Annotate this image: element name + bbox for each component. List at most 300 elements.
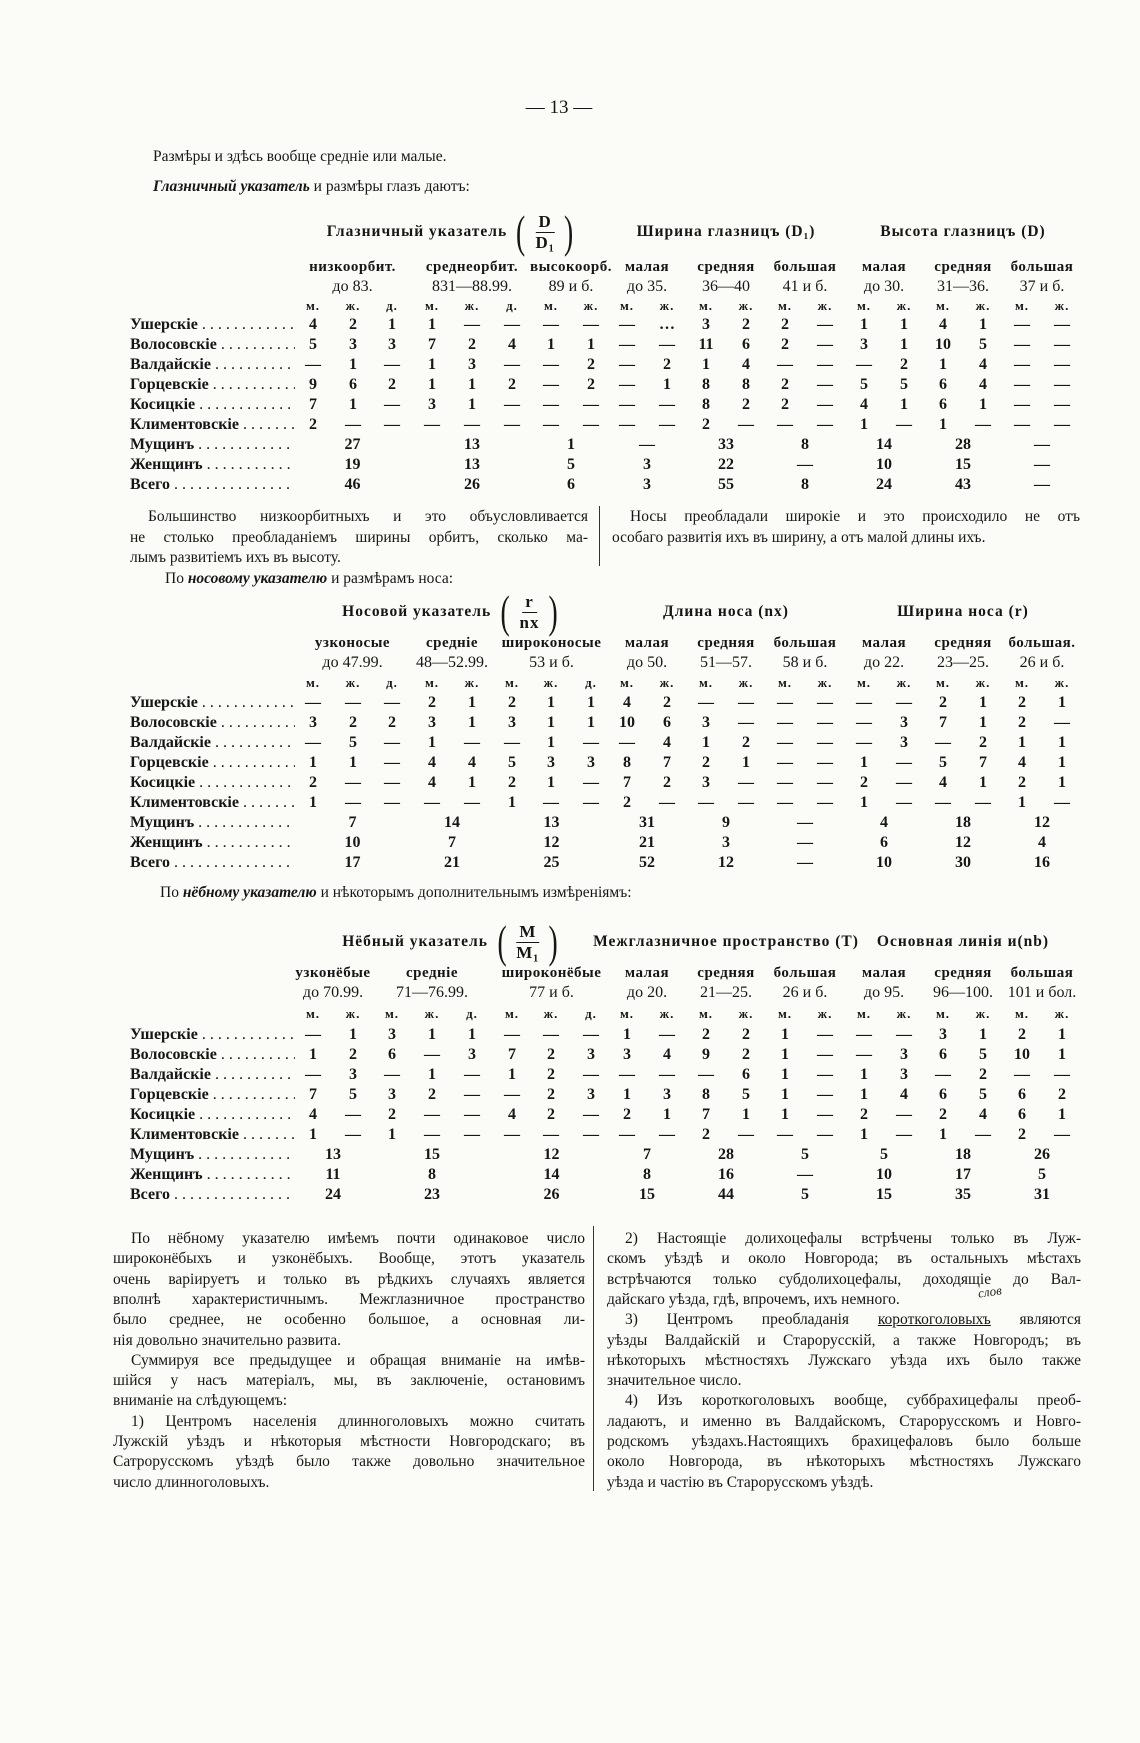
- sex-column-label: ж.: [659, 675, 675, 690]
- block-title: [663, 603, 789, 621]
- sex-column-label: ж.: [345, 1006, 361, 1021]
- group-range: 77 и б.: [529, 984, 574, 1001]
- group-range: до 35.: [626, 278, 668, 295]
- table-cell: 4: [623, 694, 631, 711]
- nose-intro-pre: По: [165, 570, 188, 587]
- total-cell: 7: [448, 834, 456, 851]
- sex-column-label: м.: [305, 675, 321, 690]
- table-cell: —: [856, 734, 872, 751]
- total-cell: 5: [567, 456, 575, 473]
- table-cell: 5: [979, 336, 987, 353]
- table-cell: 2: [1018, 774, 1026, 791]
- text-line: [625, 1310, 1081, 1330]
- table-cell: 2: [623, 1106, 631, 1123]
- table-cell: 10: [1014, 1046, 1030, 1063]
- table-cell: 5: [860, 376, 868, 393]
- group-label: средніе: [425, 635, 479, 651]
- sex-column-label: м.: [935, 675, 951, 690]
- table-cell: 5: [979, 1046, 987, 1063]
- table-cell: …: [659, 316, 675, 333]
- table-cell: —: [543, 396, 559, 413]
- row-label: Волосовскіе . . .: [130, 1045, 295, 1065]
- table-cell: —: [777, 754, 793, 771]
- table-cell: 1: [1058, 1026, 1066, 1043]
- sex-column-label: м.: [1014, 1006, 1030, 1021]
- sex-column-label: м.: [424, 675, 440, 690]
- table-cell: 4: [979, 1106, 987, 1123]
- table-cell: 7: [309, 396, 317, 413]
- table-cell: 2: [508, 694, 516, 711]
- table-cell: 4: [508, 1106, 516, 1123]
- table-cell: 1: [939, 416, 947, 433]
- right-paren: ): [548, 586, 559, 637]
- table-cell: 1: [428, 316, 436, 333]
- sex-column-label: м.: [384, 1006, 400, 1021]
- group-range: 21—25.: [700, 984, 752, 1001]
- total-cell: 28: [955, 436, 971, 453]
- table-cell: —: [583, 734, 599, 751]
- table-cell: —: [384, 794, 400, 811]
- text-line: Носы преобладали широкіе и это происходило не отъ: [630, 508, 1080, 525]
- table-cell: —: [464, 1066, 480, 1083]
- palate-intro-rest: и нѣкоторымъ дополнительнымъ измѣреніямъ:: [316, 884, 632, 901]
- table-cell: 2: [781, 316, 789, 333]
- table-cell: —: [856, 356, 872, 373]
- block-title-text: Межглазничное пространство (T): [593, 933, 859, 950]
- table-cell: 1: [781, 1066, 789, 1083]
- total-cell: 25: [543, 854, 560, 871]
- left-paren: (: [497, 916, 507, 967]
- total-cell: 17: [955, 1166, 971, 1183]
- table-cell: 1: [508, 1066, 516, 1083]
- table-cell: 6: [939, 376, 947, 393]
- sex-column-label: ж.: [975, 1006, 991, 1021]
- table-cell: 1: [860, 316, 868, 333]
- table-cell: —: [777, 734, 793, 751]
- table-cell: —: [1054, 396, 1070, 413]
- table-cell: 3: [900, 714, 908, 731]
- table-cell: —: [659, 416, 675, 433]
- table-cell: —: [619, 1126, 635, 1143]
- row-label: Климентовскіе . . .: [130, 793, 295, 813]
- table-cell: 4: [979, 376, 987, 393]
- table-cell: 1: [781, 1086, 789, 1103]
- row-label: Горцевскіе . . .: [130, 375, 295, 395]
- text-line: ладаютъ, и именно въ Валдайскомъ, Старорусскомъ и Новго-: [607, 1412, 1081, 1430]
- group-label: средняя: [697, 965, 755, 981]
- sex-column-label: м.: [935, 1006, 951, 1021]
- table-cell: —: [504, 1086, 520, 1103]
- table-cell: —: [384, 754, 400, 771]
- table-cell: 2: [388, 714, 396, 731]
- total-cell: 14: [543, 1166, 560, 1183]
- table-cell: 1: [547, 714, 555, 731]
- table-cell: 1: [428, 734, 436, 751]
- group-range: 26 и б.: [1019, 654, 1065, 671]
- table-cell: —: [464, 734, 480, 751]
- total-cell: 5: [801, 1146, 809, 1163]
- table-cell: —: [1054, 1066, 1070, 1083]
- row-label: Косицкіе . . .: [130, 395, 295, 415]
- sex-column-label: ж.: [1054, 298, 1070, 313]
- table-cell: —: [424, 416, 440, 433]
- total-cell: 35: [955, 1186, 971, 1203]
- total-cell: 14: [876, 436, 892, 453]
- nose-intro-rest: и размѣрамъ носа:: [327, 570, 454, 587]
- group-label: низкоорбит.: [309, 259, 396, 275]
- total-row-label: Женщинъ . . .: [130, 833, 295, 853]
- table-cell: 1: [1058, 694, 1066, 711]
- group-range: 89 и б.: [548, 278, 594, 295]
- right-paren: ): [564, 206, 574, 257]
- total-cell: 12: [955, 834, 971, 851]
- row-label: Волосовскіе . . .: [130, 335, 295, 355]
- eye-intro: [153, 177, 470, 197]
- block-title-text: Длина носа (nx): [663, 603, 789, 620]
- sex-column-label: м.: [698, 1006, 714, 1021]
- table-cell: —: [619, 1066, 635, 1083]
- total-cell: 16: [1034, 854, 1050, 871]
- table-cell: —: [543, 356, 559, 373]
- table-cell: 4: [428, 774, 436, 791]
- table-cell: —: [896, 694, 912, 711]
- total-cell: 28: [718, 1146, 734, 1163]
- table-cell: —: [305, 1026, 321, 1043]
- sex-column-label: д.: [506, 298, 518, 313]
- group-range: 58 и б.: [782, 654, 828, 671]
- table-cell: —: [738, 714, 754, 731]
- block-title: [877, 933, 1049, 951]
- table-cell: 4: [742, 356, 750, 373]
- table-cell: 2: [702, 416, 710, 433]
- block-title-text: Нёбный указатель: [342, 933, 488, 950]
- table-cell: —: [1014, 396, 1030, 413]
- table-cell: 1: [547, 336, 555, 353]
- table-cell: 1: [309, 754, 317, 771]
- block-title-text: Глазничный указатель: [326, 223, 508, 240]
- left-paren: (: [500, 586, 511, 637]
- table-cell: —: [896, 754, 912, 771]
- total-cell: 26: [543, 1186, 560, 1203]
- table-cell: 3: [547, 754, 555, 771]
- total-cell: 14: [444, 814, 460, 831]
- sex-column-label: д.: [386, 298, 398, 313]
- table-cell: 2: [702, 1126, 710, 1143]
- table-cell: —: [583, 1126, 599, 1143]
- table-cell: 2: [1018, 1126, 1026, 1143]
- table-cell: —: [975, 1126, 991, 1143]
- table-cell: 1: [1018, 794, 1026, 811]
- table-cell: —: [817, 416, 833, 433]
- sex-column-label: м.: [777, 1006, 793, 1021]
- sex-column-label: м.: [935, 298, 951, 313]
- group-label: малая: [624, 635, 670, 651]
- table-cell: 2: [781, 336, 789, 353]
- table-cell: —: [817, 1126, 833, 1143]
- sex-column-label: м.: [619, 1006, 635, 1021]
- group-range: 51—57.: [700, 654, 752, 671]
- table-cell: 4: [939, 774, 947, 791]
- table-cell: 1: [468, 774, 476, 791]
- table-cell: —: [1014, 1066, 1030, 1083]
- sex-column-label: ж.: [424, 1006, 440, 1021]
- table-cell: 1: [781, 1046, 789, 1063]
- sex-column-label: м.: [504, 1006, 520, 1021]
- text-line: Сатрорусскомъ уѣздѣ было также довольно значительное: [113, 1453, 585, 1471]
- table-cell: 2: [1058, 1086, 1066, 1103]
- block-title-text: Носовой указатель: [342, 603, 492, 620]
- group-label: большая.: [1008, 635, 1076, 651]
- table-cell: 3: [428, 396, 436, 413]
- table-cell: —: [619, 336, 635, 353]
- sex-column-label: ж.: [1054, 675, 1070, 690]
- table-cell: 1: [860, 794, 868, 811]
- text-line: Лужскій уѣздъ и нѣкоторыя мѣстности Новгородскаго; въ: [113, 1433, 585, 1450]
- table-cell: —: [817, 336, 833, 353]
- sex-column-label: ж.: [659, 1006, 675, 1021]
- text-line: уѣзда и частію въ Старорусскомъ уѣздѣ.: [607, 1473, 874, 1491]
- table-cell: 6: [349, 376, 357, 393]
- block-title: [342, 916, 562, 967]
- table-cell: 1: [860, 1066, 868, 1083]
- table-cell: 2: [508, 774, 516, 791]
- group-range: до 30.: [863, 278, 905, 295]
- table-cell: 2: [742, 1026, 750, 1043]
- sex-column-label: м.: [543, 298, 559, 313]
- table-cell: 3: [900, 1066, 908, 1083]
- table-cell: —: [1054, 336, 1070, 353]
- table-cell: 3: [860, 336, 868, 353]
- table-cell: 3: [663, 1086, 671, 1103]
- table-cell: —: [1054, 316, 1070, 333]
- table-cell: —: [975, 794, 991, 811]
- table-cell: 1: [939, 1126, 947, 1143]
- index-formula: [520, 592, 540, 633]
- table-cell: 1: [468, 396, 476, 413]
- row-label: Ушерскіе . . .: [130, 315, 295, 335]
- table-cell: 2: [1018, 1026, 1026, 1043]
- table-cell: —: [777, 416, 793, 433]
- table-cell: 3: [900, 734, 908, 751]
- sex-column-label: ж.: [975, 675, 991, 690]
- table-cell: —: [777, 714, 793, 731]
- table-cell: —: [619, 316, 635, 333]
- total-cell: —: [1034, 436, 1050, 453]
- table-cell: —: [777, 774, 793, 791]
- row-label: Косицкіе . . .: [130, 1105, 295, 1125]
- text-line: широконёбыхъ и узконёбыхъ. Вообще, этотъ указатель: [113, 1250, 585, 1268]
- sex-column-label: ж.: [817, 675, 833, 690]
- table-cell: —: [543, 316, 559, 333]
- row-label: Валдайскіе . . .: [130, 355, 295, 375]
- sex-column-label: ж.: [464, 298, 480, 313]
- text-line: встрѣчаются только субдолихоцефалы, доходящіе до Вал-: [607, 1270, 1081, 1288]
- total-cell: 18: [955, 814, 971, 831]
- total-row-label: Женщинъ . . .: [130, 455, 295, 475]
- table-cell: —: [583, 1106, 599, 1123]
- column-divider: [593, 1226, 594, 1491]
- total-cell: 11: [325, 1166, 341, 1183]
- sex-column-label: м.: [619, 298, 635, 313]
- total-cell: 12: [1034, 814, 1050, 831]
- table-cell: —: [659, 1066, 675, 1083]
- total-cell: 15: [876, 1186, 892, 1203]
- table-cell: 8: [702, 1086, 710, 1103]
- table-cell: 6: [388, 1046, 396, 1063]
- sex-column-label: м.: [424, 298, 440, 313]
- table-cell: 1: [1018, 734, 1026, 751]
- group-label: средняя: [934, 635, 992, 651]
- table-cell: 2: [547, 1086, 555, 1103]
- table-cell: —: [384, 396, 400, 413]
- table-cell: 2: [860, 1106, 868, 1123]
- table-cell: 1: [388, 316, 396, 333]
- text-line: 2) Настоящіе долихоцефалы встрѣчены только въ Луж-: [625, 1230, 1081, 1247]
- table-cell: —: [817, 1086, 833, 1103]
- table-cell: —: [659, 336, 675, 353]
- table-cell: —: [619, 734, 635, 751]
- table-cell: 1: [428, 376, 436, 393]
- table-cell: —: [384, 734, 400, 751]
- total-cell: 31: [1034, 1186, 1050, 1203]
- total-cell: 4: [880, 814, 888, 831]
- total-cell: —: [797, 834, 813, 851]
- table-cell: 1: [860, 1086, 868, 1103]
- table-cell: 2: [349, 316, 357, 333]
- table-cell: —: [817, 774, 833, 791]
- nose-intro-emphasis: носовому указателю: [187, 570, 328, 587]
- intro-line: Размѣры и здѣсь вообще средніе или малые.: [153, 148, 447, 165]
- sex-column-label: м.: [777, 298, 793, 313]
- table-cell: 1: [547, 694, 555, 711]
- total-cell: 8: [801, 476, 809, 493]
- sex-column-label: м.: [856, 675, 872, 690]
- row-label: Климентовскіе . . .: [130, 415, 295, 435]
- row-label: Валдайскіе . . .: [130, 1065, 295, 1085]
- table-cell: 1: [979, 1026, 987, 1043]
- table-cell: 1: [547, 774, 555, 791]
- table-cell: —: [817, 396, 833, 413]
- total-cell: 16: [718, 1166, 734, 1183]
- table-cell: 2: [428, 694, 436, 711]
- table-cell: —: [1054, 356, 1070, 373]
- table-cell: 1: [860, 754, 868, 771]
- table-cell: 1: [979, 774, 987, 791]
- sex-column-label: ж.: [464, 675, 480, 690]
- table-cell: 6: [939, 396, 947, 413]
- total-cell: 43: [955, 476, 971, 493]
- sex-column-label: ж.: [896, 298, 912, 313]
- table-cell: 8: [742, 376, 750, 393]
- total-row-label: Женщинъ . . .: [130, 1165, 295, 1185]
- formula-denominator: D₁: [535, 232, 555, 252]
- table-cell: —: [345, 1126, 361, 1143]
- table-cell: —: [1014, 356, 1030, 373]
- table-cell: 3: [702, 316, 710, 333]
- nose-intro: [165, 569, 453, 589]
- group-range: 831—88.99.: [432, 278, 512, 295]
- table-cell: —: [856, 714, 872, 731]
- table-cell: 5: [742, 1086, 750, 1103]
- table-cell: —: [384, 1066, 400, 1083]
- text-line: было среднее, не особенно большое, а основная ли-: [113, 1311, 585, 1329]
- text-line: скомъ уѣздѣ и около Новгорода; въ остальныхъ мѣстахъ: [607, 1250, 1081, 1268]
- table-cell: 9: [702, 1046, 710, 1063]
- handwritten-note: слов: [977, 1282, 1003, 1301]
- table-cell: 4: [900, 1086, 908, 1103]
- table-cell: 5: [508, 754, 516, 771]
- total-cell: 52: [639, 854, 655, 871]
- table-cell: 1: [939, 356, 947, 373]
- text-line: дайскаго уѣзда, гдѣ, впрочемъ, ихъ немного.: [607, 1290, 900, 1308]
- table-cell: —: [583, 316, 599, 333]
- table-cell: 6: [663, 714, 671, 731]
- table-cell: 2: [428, 1086, 436, 1103]
- sex-column-label: м.: [305, 1006, 321, 1021]
- table-cell: 8: [623, 754, 631, 771]
- sex-column-label: ж.: [738, 1006, 754, 1021]
- table-cell: 3: [428, 714, 436, 731]
- total-cell: 5: [1038, 1166, 1046, 1183]
- table-cell: 1: [1058, 774, 1066, 791]
- table-cell: —: [856, 694, 872, 711]
- total-row-label: Всего . . .: [130, 853, 295, 873]
- total-cell: 19: [344, 456, 361, 473]
- table-cell: 3: [939, 1026, 947, 1043]
- table-cell: 4: [309, 1106, 317, 1123]
- table-cell: 2: [742, 1046, 750, 1063]
- table-cell: —: [619, 416, 635, 433]
- total-cell: 24: [325, 1186, 341, 1203]
- table-cell: 8: [702, 396, 710, 413]
- total-cell: 26: [464, 476, 480, 493]
- total-cell: 10: [344, 834, 361, 851]
- table-cell: 2: [781, 396, 789, 413]
- table-cell: 2: [349, 1046, 357, 1063]
- table-cell: —: [738, 416, 754, 433]
- group-range: до 20.: [626, 984, 668, 1001]
- group-label: малая: [861, 965, 907, 981]
- table-cell: —: [817, 1106, 833, 1123]
- table-cell: 5: [349, 734, 357, 751]
- total-row-label: Мущинъ . . .: [130, 435, 295, 455]
- table-cell: 2: [388, 376, 396, 393]
- group-label: малая: [861, 259, 907, 275]
- table-cell: 2: [939, 1106, 947, 1123]
- palate-intro: [160, 883, 632, 903]
- sex-column-label: д.: [585, 675, 597, 690]
- row-label: Валдайскіе . . .: [130, 733, 295, 753]
- table-cell: 2: [547, 1066, 555, 1083]
- table-cell: 8: [702, 376, 710, 393]
- table-cell: 2: [547, 1106, 555, 1123]
- table-cell: 4: [663, 734, 671, 751]
- sex-column-label: ж.: [896, 675, 912, 690]
- table-cell: —: [817, 734, 833, 751]
- block-title: [637, 223, 816, 241]
- total-cell: 12: [543, 1146, 560, 1163]
- sex-column-label: ж.: [738, 298, 754, 313]
- block-title: [326, 206, 577, 257]
- total-cell: 31: [639, 814, 655, 831]
- table-cell: 4: [1018, 754, 1026, 771]
- table-cell: 2: [508, 376, 516, 393]
- sex-column-label: д.: [466, 1006, 478, 1021]
- table-cell: 1: [309, 794, 317, 811]
- block-title-text: Ширина глазницъ (D₁): [636, 223, 816, 240]
- sex-column-label: ж.: [543, 675, 559, 690]
- sex-column-label: ж.: [543, 1006, 559, 1021]
